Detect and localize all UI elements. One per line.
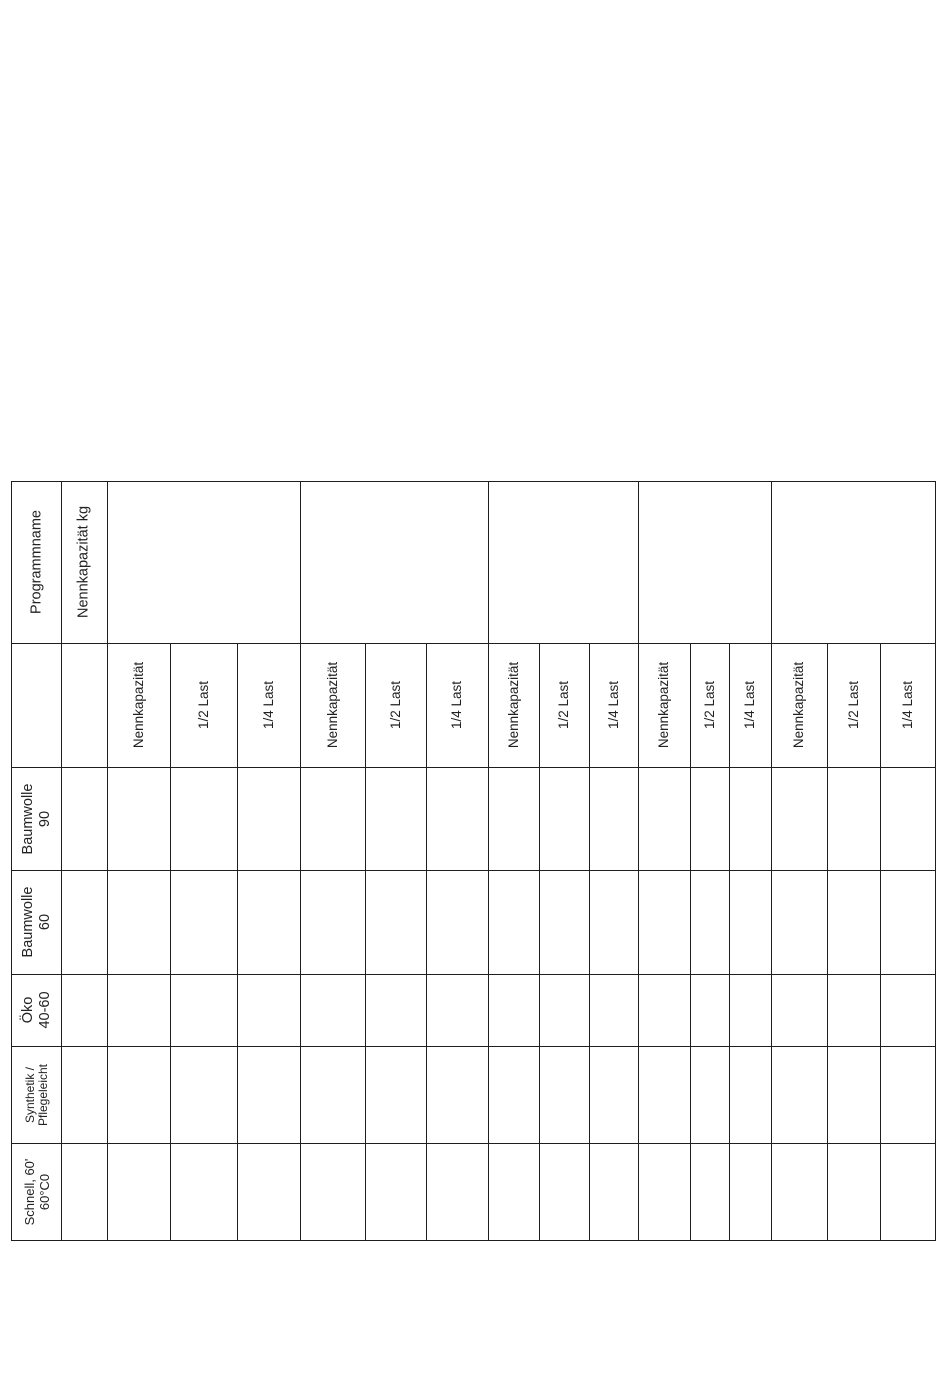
grid-line — [638, 481, 639, 1241]
grid-line — [827, 643, 828, 1240]
subheader-cell — [638, 643, 690, 767]
grid-line — [11, 481, 12, 1241]
subheader-label: 1/4 Last — [260, 680, 276, 730]
subheader-label: Nennkapazität — [130, 661, 146, 749]
grid-line — [61, 481, 62, 1241]
program-row-label — [12, 974, 61, 1046]
subheader-cell — [690, 643, 729, 767]
subheader-label: 1/2 Last — [556, 680, 571, 730]
program-name: Synthetik / Pflegeleicht — [22, 1063, 50, 1126]
grid-line — [729, 643, 730, 1240]
subheader-label: 1/2 Last — [387, 680, 403, 730]
subheader-cell — [107, 643, 170, 767]
capacity-header-label: Nennkapazität kg — [75, 505, 92, 619]
program-row-label — [12, 870, 61, 974]
subheader-cell — [300, 643, 365, 767]
program-row-label — [12, 1046, 61, 1143]
subheader-cell — [539, 643, 589, 767]
grid-line — [880, 643, 881, 1240]
subheader-label: Nennkapazität — [505, 661, 521, 749]
grid-line — [935, 481, 936, 1241]
subheader-label: Nennkapazität — [656, 661, 671, 749]
grid-line — [426, 643, 427, 1240]
subheader-label: 1/4 Last — [742, 680, 757, 730]
subheader-cell — [771, 643, 827, 767]
subheader-label: 1/4 Last — [605, 680, 621, 730]
grid-line — [589, 643, 590, 1240]
subheader-label: 1/4 Last — [449, 680, 464, 730]
program-name: Baumwolle 90 — [19, 783, 53, 854]
grid-line — [12, 1143, 935, 1144]
subheader-label: Nennkapazität — [791, 661, 806, 749]
grid-line — [12, 1046, 935, 1047]
grid-line — [771, 481, 772, 1241]
subheader-cell — [729, 643, 771, 767]
subheader-cell — [426, 643, 488, 767]
grid-line — [690, 643, 691, 1240]
subheader-cell — [237, 643, 300, 767]
program-row-label — [12, 767, 61, 870]
subheader-cell — [880, 643, 935, 767]
grid-line — [12, 767, 935, 768]
grid-line — [539, 643, 540, 1240]
grid-line — [12, 974, 935, 975]
grid-line — [365, 643, 366, 1240]
subheader-cell — [365, 643, 426, 767]
grid-line — [237, 643, 238, 1240]
program-name-header-label: Programmname — [28, 510, 44, 614]
subheader-cell — [589, 643, 638, 767]
grid-line — [12, 870, 935, 871]
subheader-label: Nennkapazität — [324, 661, 340, 749]
capacity-header — [61, 481, 107, 643]
grid-line — [12, 643, 935, 644]
grid-line — [12, 1240, 936, 1241]
program-name-header — [12, 481, 61, 643]
subheader-label: 1/4 Last — [899, 680, 915, 730]
program-name: Öko 40-60 — [19, 991, 53, 1029]
subheader-cell — [827, 643, 880, 767]
grid-line — [170, 643, 171, 1240]
grid-line — [488, 481, 489, 1241]
subheader-cell — [170, 643, 237, 767]
subheader-label: 1/2 Last — [195, 680, 211, 730]
grid-line — [107, 481, 108, 1241]
grid-line — [12, 481, 935, 482]
program-row-label — [12, 1143, 61, 1240]
program-name: Baumwolle 60 — [19, 886, 53, 958]
subheader-cell — [488, 643, 539, 767]
subheader-label: 1/2 Last — [845, 680, 861, 730]
grid-line — [300, 481, 301, 1241]
program-name: Schnell, 60' 60°C0 — [21, 1158, 52, 1225]
subheader-label: 1/2 Last — [701, 680, 717, 730]
